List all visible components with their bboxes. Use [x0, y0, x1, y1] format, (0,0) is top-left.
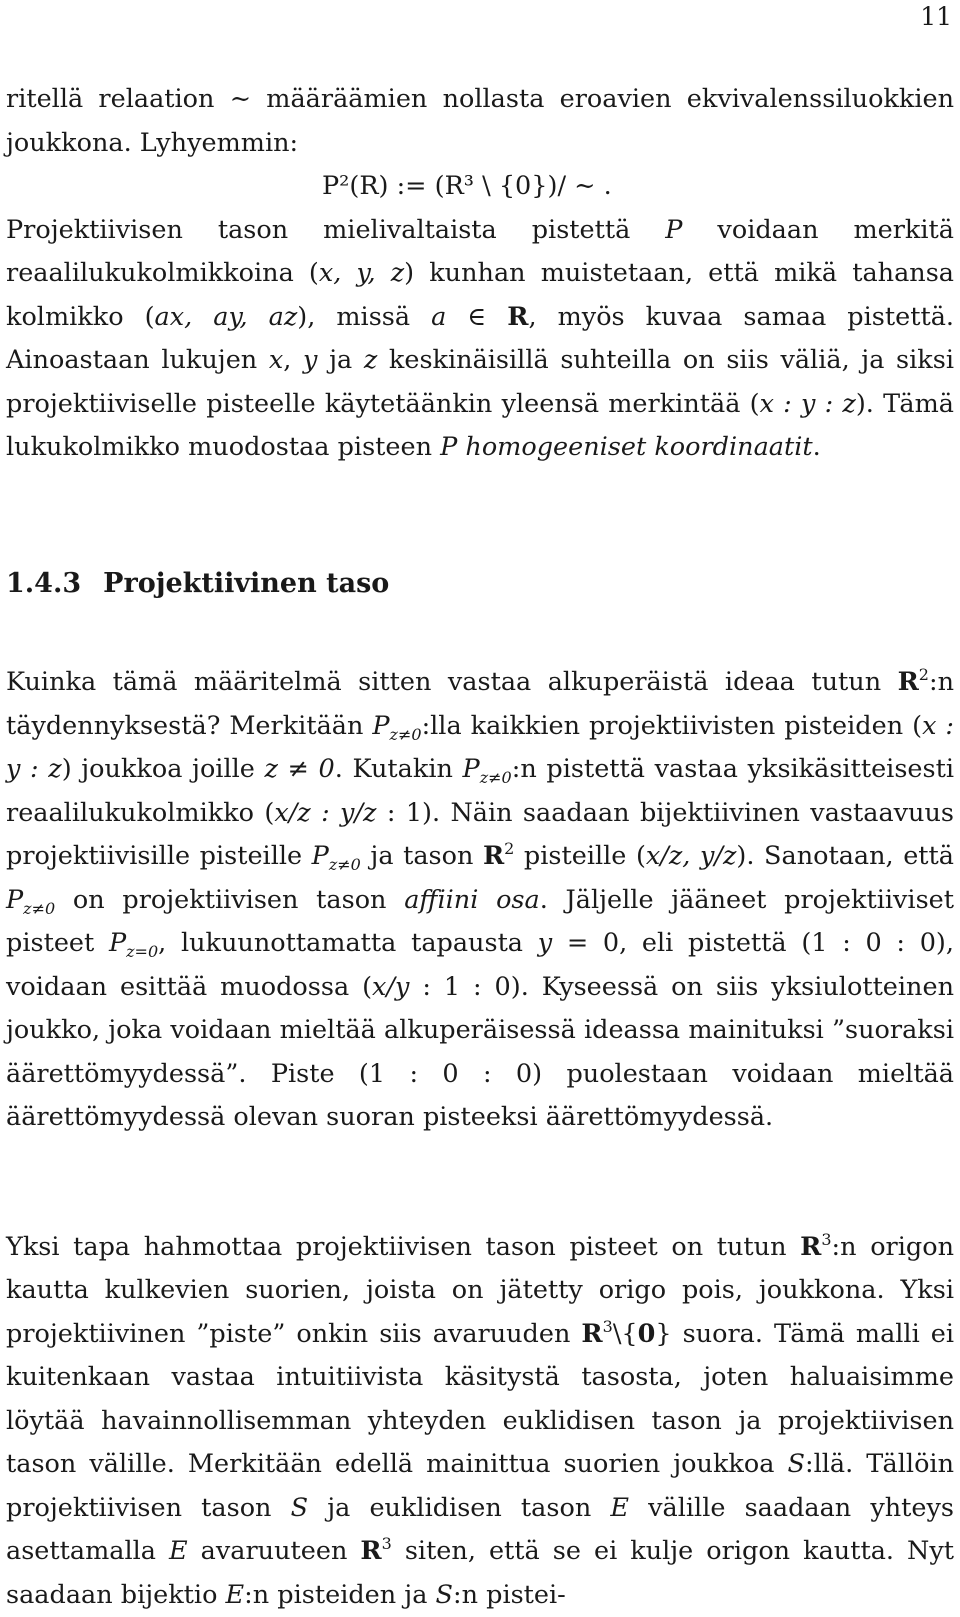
- section-number: 1.4.3: [6, 568, 81, 599]
- math-expr: x : y : z: [760, 389, 856, 419]
- math-set: R: [581, 1319, 602, 1349]
- paragraph-1-lead: [6, 78, 954, 165]
- text: ). Tämä lukukolmikko muodostaa pisteen: [6, 389, 954, 463]
- subscript: z≠0: [23, 899, 55, 918]
- text: , myös kuvaa samaa pistettä. Ainoastaan lukujen: [6, 302, 954, 376]
- math-var: P: [440, 432, 457, 462]
- math-var: S: [436, 1580, 453, 1610]
- subscript: z≠0: [390, 725, 422, 744]
- math-set: R: [360, 1536, 381, 1566]
- text: :n origon kautta kulkevien suorien, joista on jätetty origo pois, joukkona. Yksi projektiivinen ”piste” onkin siis avaruuden: [6, 1232, 954, 1349]
- text: Projektiivisen tason mielivaltaista pistettä: [6, 215, 665, 245]
- text: voidaan merkitä reaalilukukolmikkoina (: [6, 215, 954, 289]
- page-content: [6, 78, 954, 1617]
- paragraph-1: [6, 209, 954, 470]
- superscript: 3: [603, 1317, 613, 1336]
- superscript: 2: [919, 665, 929, 684]
- text: siten, että se ei kulje origon kautta. Nyt saadaan bijektio: [6, 1536, 954, 1610]
- text: avaruuteen: [188, 1536, 361, 1566]
- math-expr: x/z, y/z: [646, 841, 737, 871]
- text: : 1 : 0). Kyseessä on siis yksiulotteinen joukko, joka voidaan mieltää alkuperäisessä ideassa mainituksi ”suoraksi äärettömyydessä”. Piste (1 : 0 : 0) puolestaan voidaan mieltää äärettömyydessä olevan suoran pisteeksi äärettömyydessä.: [6, 972, 954, 1133]
- math-var: y: [538, 928, 552, 958]
- section-title: Projektiivinen taso: [103, 568, 389, 599]
- math-set: R: [898, 667, 919, 697]
- math-var: E: [226, 1580, 245, 1610]
- math-var: z: [364, 345, 377, 375]
- text: ). Sanotaan, että: [736, 841, 954, 871]
- text: ,: [283, 345, 303, 375]
- math-var: S: [788, 1449, 805, 1479]
- math-var: E: [610, 1493, 629, 1523]
- superscript: 3: [821, 1230, 831, 1249]
- subscript: z≠0: [480, 768, 512, 787]
- text: :n pistettä vastaa yksikäsitteisesti reaalilukukolmikko (: [6, 754, 954, 828]
- math-zero-vector: 0: [638, 1319, 656, 1349]
- superscript: 3: [382, 1534, 392, 1553]
- section-heading: [6, 562, 954, 606]
- text: } suora. Tämä malli ei kuitenkaan vastaa intuitiivista käsitystä tasosta, joten haluaisimme löytää havainnollisemman yhteyden euklidisen tason ja projektiivisen tason välille. Merkitään edellä mainittua suorien joukkoa: [6, 1319, 954, 1480]
- text: pisteille (: [514, 841, 646, 871]
- math-expr: x : y : z: [6, 711, 954, 785]
- text: ja tason: [361, 841, 483, 871]
- math-var: P: [665, 215, 682, 245]
- text: ritellä relaation ∼ määräämien nollasta eroavien ekvivalenssiluokkien joukkona. Lyhyemmin:: [6, 84, 954, 158]
- text: ) kunhan muistetaan, että mikä tahansa kolmikko (: [6, 258, 954, 332]
- paragraph-2: [6, 661, 954, 1140]
- text: = 0, eli pistettä (1 : 0 : 0), voidaan esittää muodossa (: [6, 928, 954, 1002]
- text: \{: [613, 1319, 638, 1349]
- math-var: E: [169, 1536, 188, 1566]
- math-set: R: [507, 302, 528, 332]
- math-expr: ax, ay, az: [155, 302, 298, 332]
- text: välille saadaan yhteys asettamalla: [6, 1493, 954, 1567]
- text: ja euklidisen tason: [308, 1493, 610, 1523]
- display-formula: P²(R) := (R³ \ {0})/ ∼ .: [6, 165, 954, 209]
- text: ∈: [446, 302, 507, 332]
- math-set: R: [483, 841, 504, 871]
- text: .: [813, 432, 821, 462]
- math-var: x: [269, 345, 283, 375]
- math-var: y: [303, 345, 317, 375]
- math-var: P: [372, 711, 389, 741]
- math-expr: x/z : y/z: [274, 798, 376, 828]
- emphasis: homogeeniset koordinaatit: [465, 432, 812, 462]
- text: . Jäljelle jääneet projektiiviset pisteet: [6, 885, 954, 959]
- subscript: z≠0: [329, 855, 361, 874]
- emphasis: affiini osa: [404, 885, 540, 915]
- math-var: P: [312, 841, 329, 871]
- text: on projektiivisen tason: [55, 885, 404, 915]
- text: :llä. Tällöin projektiivisen tason: [6, 1449, 954, 1523]
- text: :lla kaikkien projektiivisten pisteiden (: [422, 711, 923, 741]
- text: : 1). Näin saadaan bijektiivinen vastaavuus projektiivisille pisteille: [6, 798, 954, 872]
- math-var: P: [463, 754, 480, 784]
- text: ), missä: [297, 302, 431, 332]
- math-var: P: [109, 928, 126, 958]
- page-number: 11: [920, 2, 952, 31]
- text: Yksi tapa hahmottaa projektiivisen tason pisteet on tutun: [6, 1232, 800, 1262]
- text: , lukuunottamatta tapausta: [158, 928, 538, 958]
- subscript: z=0: [126, 942, 158, 961]
- math-var: P: [6, 885, 23, 915]
- text: . Kutakin: [335, 754, 463, 784]
- math-expr: x, y, z: [319, 258, 404, 288]
- text: keskinäisillä suhteilla on siis väliä, ja siksi projektiiviselle pisteelle käytetäänkin yleensä merkintää (: [6, 345, 954, 419]
- math-var: S: [291, 1493, 308, 1523]
- text: ja: [317, 345, 363, 375]
- math-expr: x/y: [372, 972, 409, 1002]
- math-var: a: [431, 302, 446, 332]
- math-expr: z ≠ 0: [265, 754, 335, 784]
- math-set: R: [800, 1232, 821, 1262]
- superscript: 2: [504, 839, 514, 858]
- text: :n pisteiden ja: [244, 1580, 435, 1610]
- text: ) joukkoa joille: [62, 754, 265, 784]
- paragraph-3: [6, 1226, 954, 1617]
- text: :n täydennyksestä? Merkitään: [6, 667, 954, 741]
- text: Kuinka tämä määritelmä sitten vastaa alkuperäistä ideaa tutun: [6, 667, 898, 697]
- text: :n pistei-: [453, 1580, 566, 1610]
